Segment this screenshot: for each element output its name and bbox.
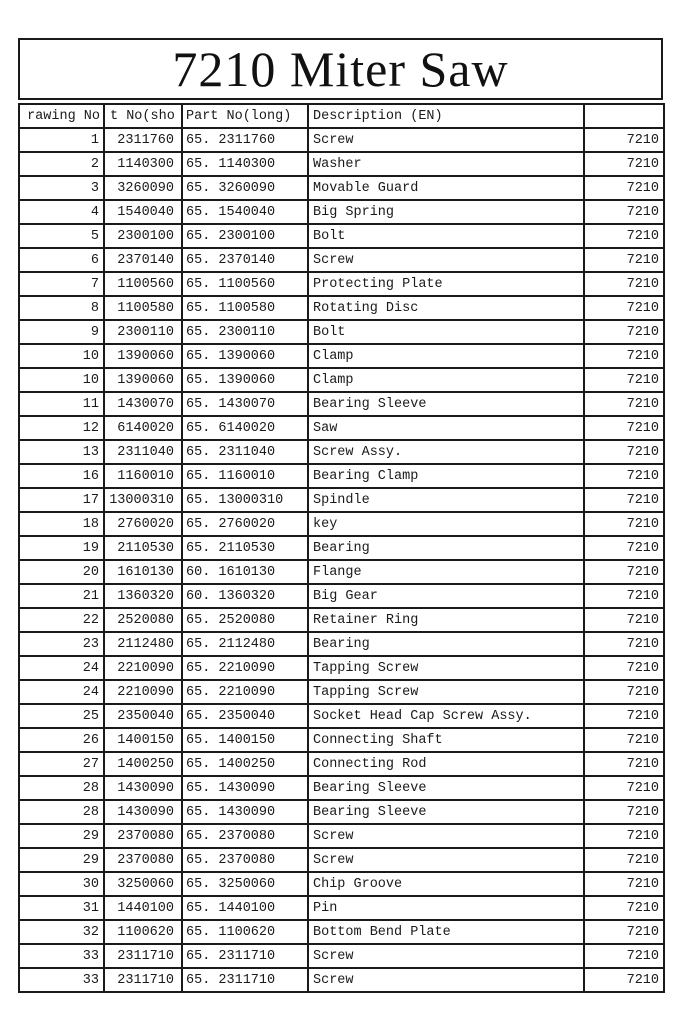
cell-model: 7210: [584, 368, 664, 392]
cell-description: Retainer Ring: [308, 608, 584, 632]
cell-description: Screw: [308, 944, 584, 968]
cell-part-no-long: 65. 1140300: [182, 152, 308, 176]
table-row: [19, 584, 664, 608]
cell-description: Bearing Sleeve: [308, 800, 584, 824]
cell-model: 7210: [584, 752, 664, 776]
cell-description: Tapping Screw: [308, 656, 584, 680]
cell-drawing-no: 30: [19, 872, 104, 896]
table-row: [19, 392, 664, 416]
cell-part-no-short: 2370080: [104, 848, 182, 872]
table-row: [19, 416, 664, 440]
table-row: [19, 512, 664, 536]
cell-part-no-short: 2311710: [104, 968, 182, 992]
table-row: [19, 656, 664, 680]
cell-model: 7210: [584, 968, 664, 992]
cell-description: Socket Head Cap Screw Assy.: [308, 704, 584, 728]
cell-part-no-long: 65. 2760020: [182, 512, 308, 536]
cell-part-no-short: 1540040: [104, 200, 182, 224]
cell-description: Screw: [308, 248, 584, 272]
cell-part-no-long: 65. 2311710: [182, 968, 308, 992]
cell-drawing-no: 22: [19, 608, 104, 632]
cell-drawing-no: 23: [19, 632, 104, 656]
cell-part-no-long: 60. 1360320: [182, 584, 308, 608]
cell-drawing-no: 26: [19, 728, 104, 752]
cell-drawing-no: 21: [19, 584, 104, 608]
cell-description: Bearing Sleeve: [308, 392, 584, 416]
cell-model: 7210: [584, 464, 664, 488]
table-row: [19, 560, 664, 584]
table-row: [19, 200, 664, 224]
cell-drawing-no: 33: [19, 944, 104, 968]
cell-model: 7210: [584, 320, 664, 344]
cell-description: Movable Guard: [308, 176, 584, 200]
cell-part-no-long: 65. 1540040: [182, 200, 308, 224]
cell-drawing-no: 13: [19, 440, 104, 464]
cell-part-no-long: 65. 2210090: [182, 680, 308, 704]
cell-description: Screw: [308, 824, 584, 848]
cell-part-no-long: 65. 2311040: [182, 440, 308, 464]
cell-part-no-long: 65. 13000310: [182, 488, 308, 512]
cell-drawing-no: 10: [19, 368, 104, 392]
cell-description: Bearing Sleeve: [308, 776, 584, 800]
cell-part-no-short: 13000310: [104, 488, 182, 512]
cell-part-no-long: 65. 2370140: [182, 248, 308, 272]
cell-description: Tapping Screw: [308, 680, 584, 704]
cell-drawing-no: 19: [19, 536, 104, 560]
cell-part-no-long: 65. 2520080: [182, 608, 308, 632]
cell-description: Chip Groove: [308, 872, 584, 896]
cell-drawing-no: 31: [19, 896, 104, 920]
cell-part-no-short: 1100620: [104, 920, 182, 944]
cell-part-no-short: 1100580: [104, 296, 182, 320]
cell-part-no-short: 2210090: [104, 680, 182, 704]
cell-description: Screw: [308, 848, 584, 872]
cell-part-no-short: 1400150: [104, 728, 182, 752]
cell-model: 7210: [584, 944, 664, 968]
title-box: [18, 38, 663, 100]
cell-description: Protecting Plate: [308, 272, 584, 296]
cell-part-no-short: 1430090: [104, 800, 182, 824]
cell-drawing-no: 10: [19, 344, 104, 368]
cell-part-no-short: 2760020: [104, 512, 182, 536]
header-cell-drawing-no: rawing No: [19, 104, 104, 128]
cell-drawing-no: 3: [19, 176, 104, 200]
cell-model: 7210: [584, 584, 664, 608]
cell-part-no-short: 1100560: [104, 272, 182, 296]
cell-description: Bolt: [308, 320, 584, 344]
table-row: [19, 920, 664, 944]
cell-drawing-no: 25: [19, 704, 104, 728]
table-row: [19, 224, 664, 248]
cell-part-no-short: 2210090: [104, 656, 182, 680]
cell-model: 7210: [584, 896, 664, 920]
cell-drawing-no: 8: [19, 296, 104, 320]
table-row: [19, 128, 664, 152]
table-row: [19, 800, 664, 824]
cell-drawing-no: 24: [19, 656, 104, 680]
header-cell-model: [584, 104, 664, 128]
cell-part-no-long: 65. 2112480: [182, 632, 308, 656]
table-row: [19, 488, 664, 512]
cell-model: 7210: [584, 536, 664, 560]
cell-part-no-short: 1390060: [104, 344, 182, 368]
cell-description: Clamp: [308, 344, 584, 368]
table-row: [19, 776, 664, 800]
table-row: [19, 464, 664, 488]
cell-drawing-no: 7: [19, 272, 104, 296]
cell-description: Bearing Clamp: [308, 464, 584, 488]
cell-description: Big Spring: [308, 200, 584, 224]
cell-model: 7210: [584, 296, 664, 320]
cell-description: Rotating Disc: [308, 296, 584, 320]
cell-part-no-short: 2311040: [104, 440, 182, 464]
cell-model: 7210: [584, 176, 664, 200]
table-row: [19, 680, 664, 704]
cell-part-no-short: 2370140: [104, 248, 182, 272]
table-row: [19, 632, 664, 656]
cell-drawing-no: 33: [19, 968, 104, 992]
table-row: [19, 272, 664, 296]
header-row: [19, 104, 664, 128]
cell-part-no-long: 65. 6140020: [182, 416, 308, 440]
cell-description: Washer: [308, 152, 584, 176]
cell-model: 7210: [584, 440, 664, 464]
cell-model: 7210: [584, 248, 664, 272]
table-row: [19, 248, 664, 272]
table-row: [19, 344, 664, 368]
cell-description: Bottom Bend Plate: [308, 920, 584, 944]
cell-description: Screw: [308, 128, 584, 152]
header-cell-description: Description (EN): [308, 104, 584, 128]
table-row: [19, 440, 664, 464]
cell-drawing-no: 32: [19, 920, 104, 944]
cell-description: Connecting Shaft: [308, 728, 584, 752]
cell-description: Bearing: [308, 632, 584, 656]
cell-model: 7210: [584, 416, 664, 440]
cell-model: 7210: [584, 200, 664, 224]
cell-drawing-no: 28: [19, 800, 104, 824]
cell-part-no-long: 65. 1160010: [182, 464, 308, 488]
cell-drawing-no: 29: [19, 848, 104, 872]
cell-description: Clamp: [308, 368, 584, 392]
cell-part-no-short: 1430090: [104, 776, 182, 800]
cell-drawing-no: 2: [19, 152, 104, 176]
cell-part-no-long: 65. 1100620: [182, 920, 308, 944]
cell-drawing-no: 28: [19, 776, 104, 800]
cell-part-no-long: 65. 1430090: [182, 800, 308, 824]
cell-part-no-long: 65. 1390060: [182, 344, 308, 368]
cell-part-no-long: 65. 2350040: [182, 704, 308, 728]
cell-part-no-short: 1360320: [104, 584, 182, 608]
cell-part-no-short: 1160010: [104, 464, 182, 488]
cell-description: Pin: [308, 896, 584, 920]
cell-part-no-short: 2300110: [104, 320, 182, 344]
cell-model: 7210: [584, 128, 664, 152]
cell-part-no-short: 2110530: [104, 536, 182, 560]
cell-description: Connecting Rod: [308, 752, 584, 776]
cell-description: Bolt: [308, 224, 584, 248]
cell-model: 7210: [584, 656, 664, 680]
page-title: 7210 Miter Saw: [172, 41, 509, 97]
table-row: [19, 608, 664, 632]
cell-drawing-no: 18: [19, 512, 104, 536]
cell-model: 7210: [584, 680, 664, 704]
cell-model: 7210: [584, 272, 664, 296]
cell-drawing-no: 17: [19, 488, 104, 512]
table-row: [19, 368, 664, 392]
table-row: [19, 296, 664, 320]
cell-part-no-long: 65. 3260090: [182, 176, 308, 200]
cell-part-no-long: 65. 2300110: [182, 320, 308, 344]
cell-drawing-no: 27: [19, 752, 104, 776]
table-row: [19, 152, 664, 176]
table-row: [19, 872, 664, 896]
cell-model: 7210: [584, 560, 664, 584]
parts-table: [18, 103, 665, 993]
cell-part-no-short: 1430070: [104, 392, 182, 416]
table-row: [19, 704, 664, 728]
cell-part-no-long: 65. 2370080: [182, 848, 308, 872]
cell-part-no-short: 2350040: [104, 704, 182, 728]
table-row: [19, 176, 664, 200]
cell-part-no-short: 2520080: [104, 608, 182, 632]
cell-model: 7210: [584, 728, 664, 752]
cell-part-no-long: 65. 1100560: [182, 272, 308, 296]
cell-part-no-long: 65. 1430070: [182, 392, 308, 416]
cell-model: 7210: [584, 392, 664, 416]
cell-model: 7210: [584, 488, 664, 512]
cell-model: 7210: [584, 224, 664, 248]
header-cell-part-no-short: t No(sho: [104, 104, 182, 128]
cell-drawing-no: 12: [19, 416, 104, 440]
cell-model: 7210: [584, 800, 664, 824]
cell-drawing-no: 6: [19, 248, 104, 272]
cell-drawing-no: 29: [19, 824, 104, 848]
cell-part-no-long: 65. 2210090: [182, 656, 308, 680]
cell-drawing-no: 4: [19, 200, 104, 224]
cell-model: 7210: [584, 152, 664, 176]
cell-model: 7210: [584, 872, 664, 896]
cell-model: 7210: [584, 776, 664, 800]
cell-model: 7210: [584, 512, 664, 536]
cell-description: Flange: [308, 560, 584, 584]
cell-part-no-short: 2311760: [104, 128, 182, 152]
cell-description: Big Gear: [308, 584, 584, 608]
cell-part-no-short: 1140300: [104, 152, 182, 176]
cell-part-no-short: 2112480: [104, 632, 182, 656]
table-row: [19, 896, 664, 920]
cell-part-no-short: 3250060: [104, 872, 182, 896]
table-row: [19, 824, 664, 848]
cell-drawing-no: 11: [19, 392, 104, 416]
cell-description: Screw Assy.: [308, 440, 584, 464]
parts-table-body: [19, 128, 664, 992]
cell-part-no-short: 1610130: [104, 560, 182, 584]
cell-part-no-long: 65. 1430090: [182, 776, 308, 800]
table-row: [19, 848, 664, 872]
cell-part-no-long: 65. 1400250: [182, 752, 308, 776]
cell-part-no-long: 65. 2311760: [182, 128, 308, 152]
cell-part-no-long: 65. 1400150: [182, 728, 308, 752]
cell-description: Screw: [308, 968, 584, 992]
cell-part-no-long: 65. 1100580: [182, 296, 308, 320]
cell-model: 7210: [584, 608, 664, 632]
cell-drawing-no: 9: [19, 320, 104, 344]
header-cell-part-no-long: Part No(long): [182, 104, 308, 128]
cell-drawing-no: 1: [19, 128, 104, 152]
cell-part-no-short: 2311710: [104, 944, 182, 968]
cell-description: Bearing: [308, 536, 584, 560]
cell-part-no-short: 1440100: [104, 896, 182, 920]
cell-model: 7210: [584, 920, 664, 944]
cell-part-no-long: 60. 1610130: [182, 560, 308, 584]
cell-model: 7210: [584, 848, 664, 872]
table-row: [19, 728, 664, 752]
cell-part-no-short: 2370080: [104, 824, 182, 848]
cell-part-no-short: 1400250: [104, 752, 182, 776]
cell-description: key: [308, 512, 584, 536]
cell-part-no-long: 65. 2300100: [182, 224, 308, 248]
cell-drawing-no: 20: [19, 560, 104, 584]
cell-part-no-long: 65. 3250060: [182, 872, 308, 896]
cell-part-no-short: 3260090: [104, 176, 182, 200]
cell-description: Saw: [308, 416, 584, 440]
cell-part-no-long: 65. 1440100: [182, 896, 308, 920]
cell-model: 7210: [584, 632, 664, 656]
cell-description: Spindle: [308, 488, 584, 512]
table-row: [19, 968, 664, 992]
cell-part-no-long: 65. 2110530: [182, 536, 308, 560]
cell-model: 7210: [584, 704, 664, 728]
table-row: [19, 752, 664, 776]
cell-drawing-no: 24: [19, 680, 104, 704]
cell-part-no-short: 2300100: [104, 224, 182, 248]
table-row: [19, 320, 664, 344]
cell-part-no-short: 1390060: [104, 368, 182, 392]
cell-model: 7210: [584, 344, 664, 368]
cell-part-no-long: 65. 2370080: [182, 824, 308, 848]
cell-model: 7210: [584, 824, 664, 848]
cell-part-no-long: 65. 2311710: [182, 944, 308, 968]
cell-part-no-short: 6140020: [104, 416, 182, 440]
table-row: [19, 944, 664, 968]
cell-part-no-long: 65. 1390060: [182, 368, 308, 392]
cell-drawing-no: 16: [19, 464, 104, 488]
cell-drawing-no: 5: [19, 224, 104, 248]
table-row: [19, 536, 664, 560]
